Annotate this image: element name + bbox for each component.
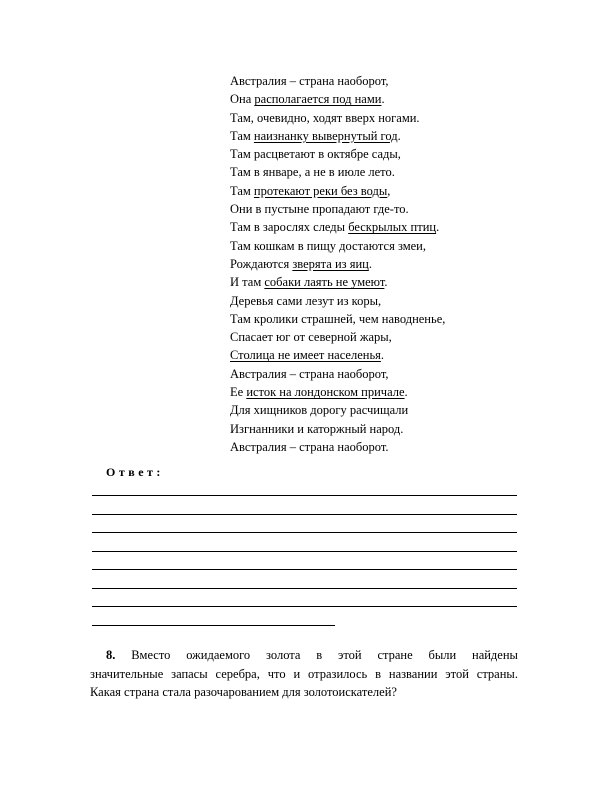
answer-line[interactable] <box>92 588 517 589</box>
poem-text: Для хищников дорогу расчищали <box>230 403 409 418</box>
question-word: стране <box>377 648 413 662</box>
poem-text: Она <box>230 92 255 107</box>
poem-line <box>230 109 445 127</box>
poem-line <box>230 237 445 255</box>
poem-text: . <box>381 92 385 107</box>
question-word: отразилось <box>308 666 368 681</box>
poem-line <box>230 90 445 108</box>
answer-label: Ответ: <box>106 465 164 479</box>
poem-text: Австралия – страна наоборот. <box>230 439 389 454</box>
question-word: в <box>375 666 381 681</box>
question-word: этой <box>338 648 362 662</box>
answer-line[interactable] <box>92 532 517 533</box>
poem-line <box>230 420 445 438</box>
poem-text: Изгнанники и каторжный народ. <box>230 421 404 436</box>
poem-text: Спасает юг от северной жары, <box>230 330 392 345</box>
poem-text: . <box>397 128 401 143</box>
poem-text: Там в зарослях следы <box>230 220 349 235</box>
question-word: запасы <box>171 666 208 681</box>
underlined-phrase: располагается под нами <box>254 92 382 107</box>
poem-text: . <box>404 385 408 400</box>
question-word: Вместо <box>131 648 171 662</box>
poem-text: , <box>387 183 391 198</box>
question-block <box>90 646 518 702</box>
answer-line[interactable] <box>92 495 517 496</box>
poem-line <box>230 200 445 218</box>
poem-text: Там <box>230 183 254 198</box>
answer-line[interactable] <box>92 514 517 515</box>
underlined-phrase: протекают реки без воды <box>253 183 388 198</box>
question-word: золота <box>266 648 301 662</box>
poem-text: Австралия – страна наоборот, <box>230 74 389 88</box>
poem-line <box>230 346 445 364</box>
poem-text: Они в пустыне пропадают где-то. <box>230 202 409 217</box>
poem-text: Там, очевидно, ходят вверх ногами. <box>230 110 420 125</box>
poem-text: Там кошкам в пищу достаются змеи, <box>230 238 426 253</box>
poem-line <box>230 255 445 273</box>
answer-line-short[interactable] <box>92 625 335 626</box>
poem-text: Австралия – страна наоборот, <box>230 366 389 381</box>
poem-line <box>230 72 445 90</box>
poem-line <box>230 182 445 200</box>
underlined-phrase: исток на лондонском причале <box>246 385 405 400</box>
question-word: и <box>293 666 301 681</box>
question-word: этой <box>445 666 469 681</box>
poem-line <box>230 218 445 236</box>
poem-text: Деревья сами лезут из коры, <box>230 293 382 308</box>
underlined-phrase: собаки лаять не умеют <box>264 275 385 290</box>
poem-text: И там <box>230 275 265 290</box>
poem-text: . <box>368 256 372 271</box>
poem-line <box>230 292 445 310</box>
poem <box>230 72 445 456</box>
poem-text: Там в январе, а не в июле лето. <box>230 165 395 180</box>
poem-line <box>230 438 445 456</box>
question-line <box>90 646 518 665</box>
poem-text: Рождаются <box>230 256 293 271</box>
question-word: серебра, <box>215 666 260 681</box>
question-line <box>90 665 518 684</box>
poem-line <box>230 163 445 181</box>
question-word: найдены <box>472 648 518 662</box>
poem-line <box>230 401 445 419</box>
poem-line <box>230 365 445 383</box>
answer-line[interactable] <box>92 551 517 552</box>
question-word: значительные <box>90 666 164 681</box>
poem-text: . <box>380 348 385 363</box>
question-word: ожидаемого <box>186 648 251 662</box>
question-text: Какая страна стала разочарованием для золотоискателей? <box>90 685 397 699</box>
answer-line[interactable] <box>92 569 517 570</box>
poem-line <box>230 145 445 163</box>
poem-line <box>230 273 445 291</box>
poem-line <box>230 310 445 328</box>
poem-text: Ее <box>230 385 247 400</box>
underlined-phrase: бескрылых птиц <box>348 220 437 235</box>
poem-text: . <box>436 220 440 235</box>
question-word: названии <box>388 666 438 681</box>
underlined-phrase: зверята из яиц <box>292 256 369 271</box>
question-word: страны. <box>476 666 518 681</box>
poem-text: Там расцветают в октябре сады, <box>230 147 401 162</box>
question-number: 8. <box>106 648 116 662</box>
underlined-phrase: наизнанку вывернутый год <box>253 128 398 143</box>
question-word: были <box>428 648 457 662</box>
poem-text: Там <box>230 128 254 143</box>
underlined-phrase: Столица не имеет населенья <box>230 348 381 363</box>
poem-line <box>230 383 445 401</box>
poem-line <box>230 328 445 346</box>
answer-line[interactable] <box>92 606 517 607</box>
poem-text: Там кролики страшней, чем наводненье, <box>230 311 446 326</box>
question-line <box>90 683 518 702</box>
poem-text: . <box>384 275 388 290</box>
poem-line <box>230 127 445 145</box>
question-word: что <box>267 666 286 681</box>
question-word: в <box>316 648 323 662</box>
